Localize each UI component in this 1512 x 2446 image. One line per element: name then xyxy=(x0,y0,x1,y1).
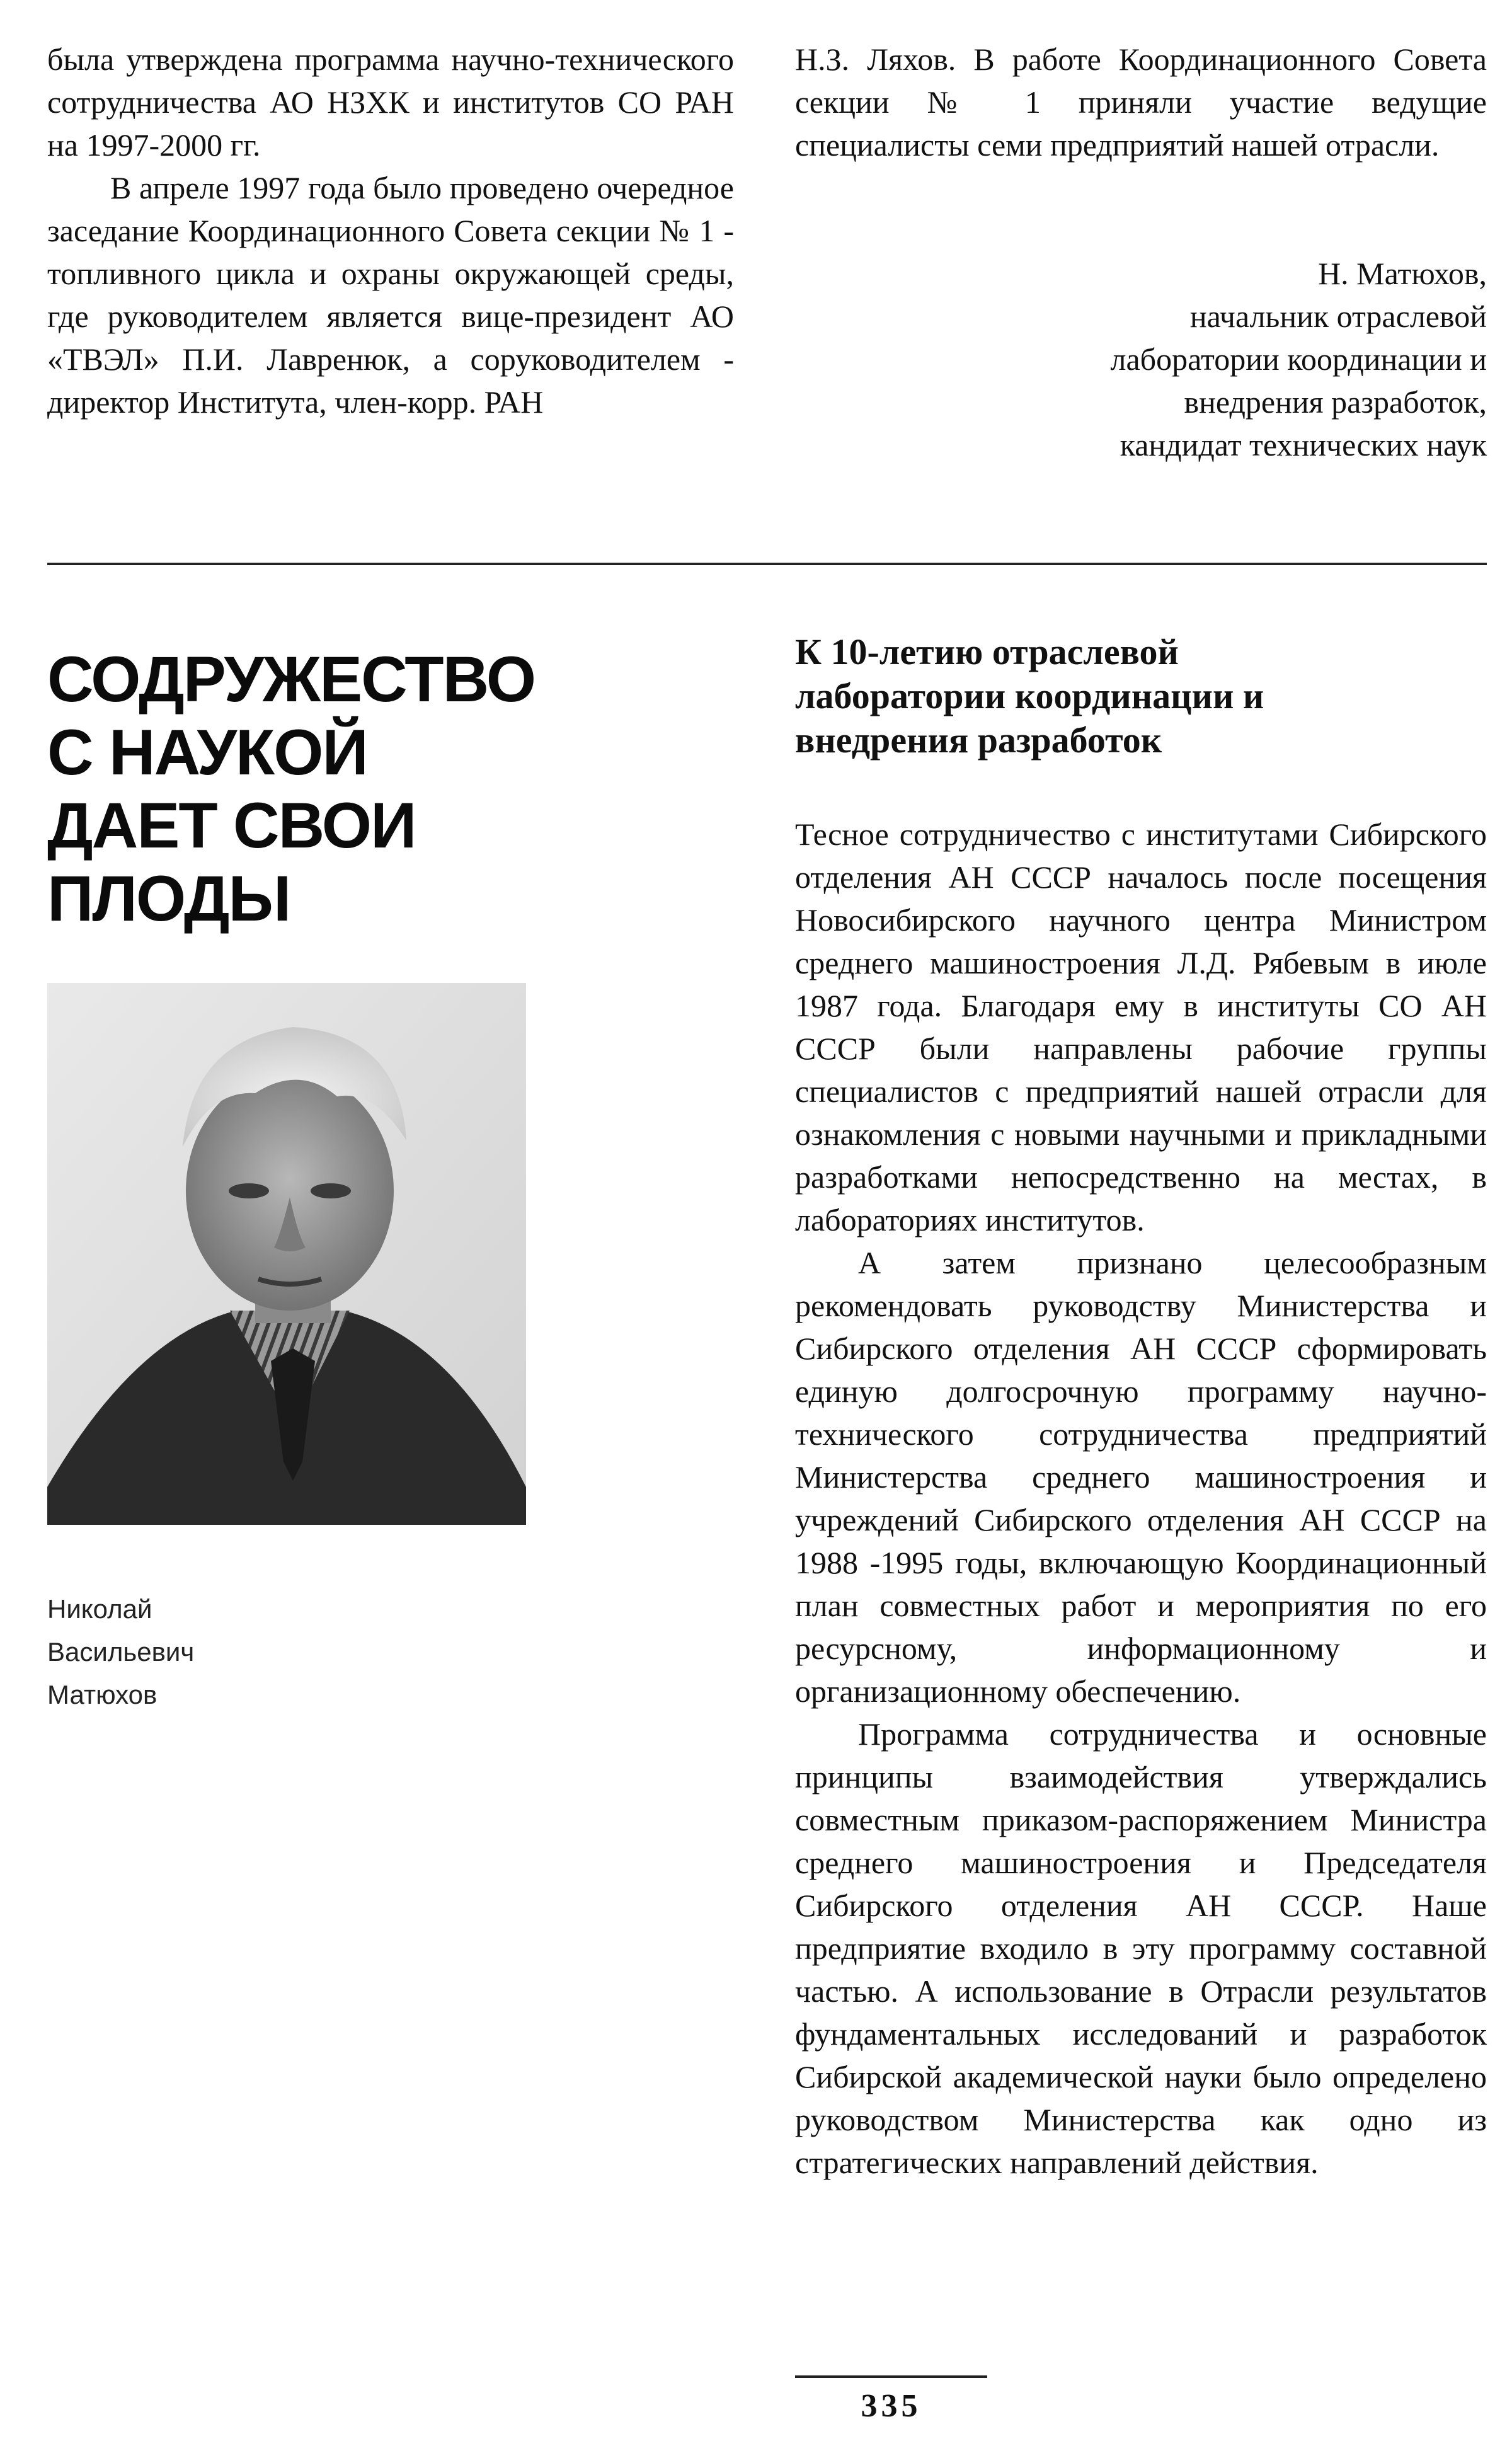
subtitle-line-3: внедрения разработок xyxy=(795,720,1162,761)
caption-first-name: Николай xyxy=(47,1594,152,1624)
article-subtitle xyxy=(795,630,1487,762)
caption-surname: Матюхов xyxy=(47,1680,158,1709)
signature-name: Н. Матюхов, xyxy=(1318,256,1487,291)
author-signature xyxy=(882,252,1487,466)
signature-line-1: начальник отраслевой xyxy=(1189,299,1487,334)
top-right-paragraph: Н.З. Ляхов. В работе Координационного Совета секции № 1 приняли участие ведущие специалисты семи предприятий нашей отрасли. xyxy=(795,42,1487,163)
page-number-rule xyxy=(795,2375,987,2378)
article-body xyxy=(795,813,1487,2184)
photo-caption xyxy=(47,1588,488,1716)
signature-line-3: внедрения разработок, xyxy=(1184,384,1487,420)
top-left-paragraph-1: была утверждена программа научно-технического сотрудничества АО НЗХК и институтов СО РАН на 1997-2000 гг. xyxy=(47,42,734,163)
title-line-4: ПЛОДЫ xyxy=(47,863,290,934)
body-paragraph-3: Программа сотрудничества и основные принципы взаимодействия утверждались совместным приказом-распоряжением Министра среднего машиностроения и Председателя Сибирского отделения АН СССР. Наше предприятие входило в эту программу составной частью. А использование в Отрасли результатов фундаментальных исследований и разработок Сибирской академической науки было определено руководством Министерства как одно из стратегических направлений действия. xyxy=(795,1716,1487,2180)
subtitle-line-2: лаборатории координации и xyxy=(795,675,1264,716)
page-number: 335 xyxy=(861,2388,922,2424)
article-title xyxy=(47,643,614,935)
body-paragraph-2: А затем признано целесообразным рекомендовать руководству Министерства и Сибирского отделения АН СССР сформировать единую долгосрочную программу научно-технического сотрудничества предприятий Министерства среднего машиностроения и учреждений Сибирского отделения АН СССР на 1988 -1995 годы, включающую Координационный план совместных работ и мероприятия по его ресурсному, информационному и организационному обеспечению. xyxy=(795,1245,1487,1709)
signature-line-4: кандидат технических наук xyxy=(1120,427,1487,462)
subtitle-line-1: К 10-летию отраслевой xyxy=(795,631,1179,672)
caption-patronymic: Васильевич xyxy=(47,1637,195,1667)
top-left-column xyxy=(47,38,734,423)
title-line-3: ДАЕТ СВОИ xyxy=(47,789,416,861)
body-paragraph-1: Тесное сотрудничество с институтами Сибирского отделения АН СССР началось после посещения Новосибирского научного центра Министром среднего машиностроения Л.Д. Рябевым в июле 1987 года. Благодаря ему в институты СО АН СССР были направлены рабочие группы специалистов с предприятий нашей отрасли для ознакомления с новыми научными и прикладными разработками непосредственно на местах, в лабораториях институтов. xyxy=(795,817,1487,1237)
signature-line-2: лаборатории координации и xyxy=(1110,342,1487,377)
portrait-photo xyxy=(47,983,526,1525)
top-right-column xyxy=(795,38,1487,166)
section-divider xyxy=(47,563,1487,565)
title-line-2: С НАУКОЙ xyxy=(47,716,367,788)
top-left-paragraph-2: В апреле 1997 года было проведено очередное заседание Координационного Совета секции № 1 - топливного цикла и охраны окружающей среды, где руководителем является вице-президент АО «ТВЭЛ» П.И. Лавренюк, а соруководителем - директор Института, член-корр. РАН xyxy=(47,170,734,420)
title-line-1: СОДРУЖЕСТВО xyxy=(47,643,536,715)
